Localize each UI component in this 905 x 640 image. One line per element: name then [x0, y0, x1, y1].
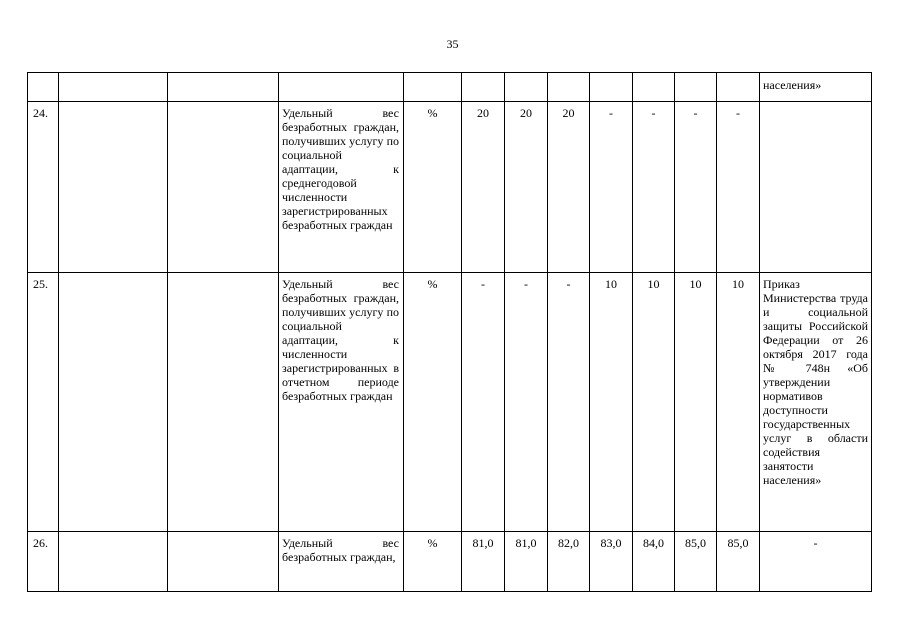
cell-value — [462, 73, 505, 102]
cell-basis: населения» — [760, 73, 872, 102]
value-cell: 10 — [633, 273, 675, 532]
indicator-name: Удельный вес безработных граждан, — [279, 532, 404, 592]
indicator-name: Удельный вес безработных граждан, получивших услугу по социальной адаптации, к численности зарегистрированных в отчетном периоде безработных граждан — [279, 273, 404, 532]
value-cell: 85,0 — [717, 532, 760, 592]
value-cell: 82,0 — [548, 532, 590, 592]
cell-task — [168, 273, 279, 532]
table-row — [28, 273, 872, 532]
indicator-name: Удельный вес безработных граждан, получивших услугу по социальной адаптации, к среднегодовой численности зарегистрированных безработных граждан — [279, 102, 404, 273]
value-cell: - — [675, 102, 717, 273]
cell-value — [590, 73, 633, 102]
cell-value — [548, 73, 590, 102]
value-cell: 10 — [590, 273, 633, 532]
cell-program — [59, 273, 168, 532]
unit-cell: % — [404, 273, 462, 532]
value-cell: - — [633, 102, 675, 273]
cell-program — [59, 102, 168, 273]
basis-cell: Приказ Министерства труда и социальной защиты Российской Федерации от 26 октября 2017 года № 748н «Об утверждении нормативов доступности государственных услуг в области содействия занятости населения» — [760, 273, 872, 532]
row-number: 24. — [28, 102, 59, 273]
cell-indicator — [279, 73, 404, 102]
value-cell: 83,0 — [590, 532, 633, 592]
cell-value — [505, 73, 548, 102]
value-cell: 10 — [675, 273, 717, 532]
value-cell: 20 — [548, 102, 590, 273]
value-cell: 81,0 — [462, 532, 505, 592]
cell-value — [717, 73, 760, 102]
value-cell: - — [548, 273, 590, 532]
value-cell: - — [590, 102, 633, 273]
value-cell: 84,0 — [633, 532, 675, 592]
cell-task — [168, 102, 279, 273]
cell-program — [59, 532, 168, 592]
cell-program — [59, 73, 168, 102]
cell-unit — [404, 73, 462, 102]
value-cell: 85,0 — [675, 532, 717, 592]
unit-cell: % — [404, 102, 462, 273]
cell-task — [168, 73, 279, 102]
basis-cell — [760, 102, 872, 273]
value-cell: - — [505, 273, 548, 532]
indicators-table — [27, 72, 872, 592]
cell-num — [28, 73, 59, 102]
cell-task — [168, 532, 279, 592]
row-number: 25. — [28, 273, 59, 532]
cell-value — [675, 73, 717, 102]
value-cell: - — [717, 102, 760, 273]
value-cell: - — [462, 273, 505, 532]
value-cell: 20 — [462, 102, 505, 273]
basis-cell: - — [760, 532, 872, 592]
cell-value — [633, 73, 675, 102]
table-row — [28, 102, 872, 273]
value-cell: 10 — [717, 273, 760, 532]
table-row — [28, 532, 872, 592]
table-row-continuation — [28, 73, 872, 102]
value-cell: 20 — [505, 102, 548, 273]
row-number: 26. — [28, 532, 59, 592]
page-number: 35 — [446, 37, 459, 51]
value-cell: 81,0 — [505, 532, 548, 592]
unit-cell: % — [404, 532, 462, 592]
